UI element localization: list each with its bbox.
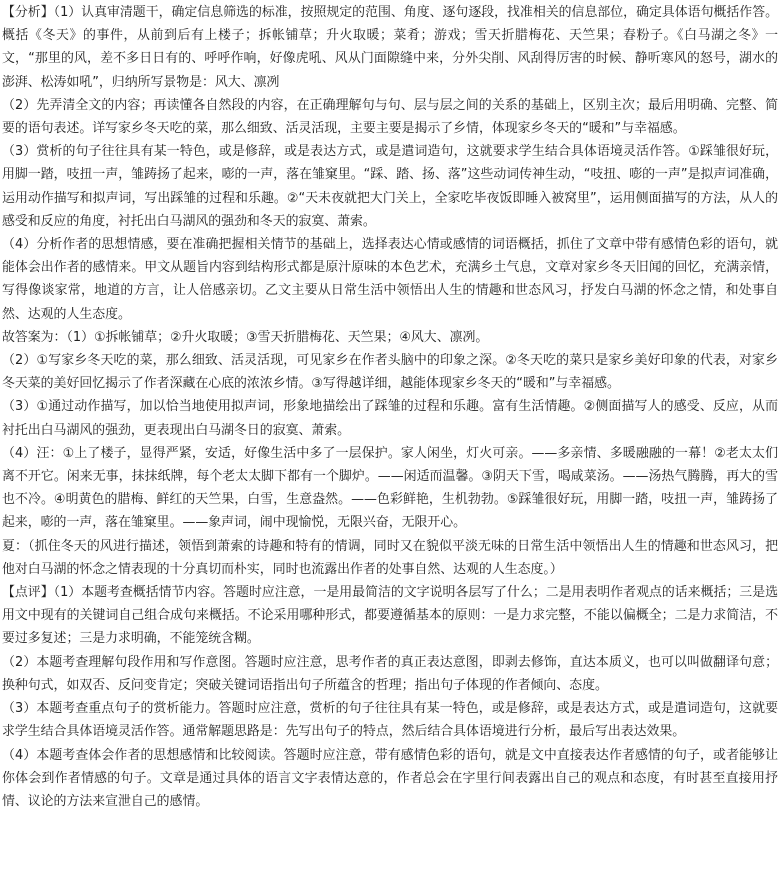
analysis-part-3: （3）赏析的句子往往具有某一特色，或是修辞，或是表达方式，或是遣词造句，这就要求学生结合具体语境灵活作答。①踩雏很好玩，用脚一踏，吱扭一声，雏踌扬了起来，嘭的一声，落在雏窠里。“踩、踏、扬、落”这些动词传神生动，“吱扭、嘭的一声”是拟声词准确，运用动作描写和拟声词，写出踩雏的过程和乐趣。②“天未夜就把大门关上，全家吃毕夜饭即睡入被窝里”，运用侧面描写的方法，从人的感受和反应的角度，衬托出白马湖风的强劲和冬天的寂寞、萧索。 <box>2 144 778 229</box>
comment-part-2: （2）本题考查理解句段作用和写作意图。答题时应注意，思考作者的真正表达意图，即剥去修饰，直达本质义，也可以叫做翻译句意；换种句式，如双否、反问变肯定；突破关键词语指出句子所蕴含的哲理；指出句子体现的作者倾向、态度。 <box>2 654 778 693</box>
answer-part-4-wang: （4）汪：①上了楼子，显得严紧，安适，好像生活中多了一层保护。家人闲坐，灯火可亲。——多亲情、多暖融融的一幕！②老太太们离不开它。闲来无事，抹抹纸牌，每个老太太脚下都有一个脚炉。——闲适而温馨。③阴天下雪，喝咸菜汤。——汤热气腾腾，再大的雪也不冷。④明黄色的腊梅、鲜红的天竺果，白雪，生意盎然。——色彩鲜艳，生机勃勃。⑤踩雏很好玩，用脚一踏，吱扭一声，雏踌扬了起来，嘭的一声，落在雏窠里。——象声词，闹中现愉悦，无限兴奋，无限开心。 <box>2 445 778 531</box>
answer-part-2: （2）①写家乡冬天吃的菜，那么细致、活灵活现，可见家乡在作者头脑中的印象之深。②冬天吃的菜只是家乡美好印象的代表，对家乡冬天菜的美好回忆揭示了作者深藏在心底的浓浓乡情。③写得越详细，越能体现家乡冬天的“暖和”与幸福感。 <box>2 353 778 392</box>
answer-part-3: （3）①通过动作描写，加以恰当地使用拟声词，形象地描绘出了踩雏的过程和乐趣。富有生活情趣。②侧面描写人的感受、反应，从而衬托出白马湖风的强劲，更表现出白马湖冬日的寂寞、萧索。 <box>2 399 778 438</box>
answer-part-4-xia: 夏：（抓住冬天的风进行描述，领悟到萧索的诗趣和特有的情调，同时又在貌似平淡无味的日常生活中领悟出人生的情趣和世态风习，把他对白马湖的怀念之情表现的十分真切而朴实，同时也流露出作者的处事自然、达观的人生态度。） <box>2 538 778 577</box>
comment-part-3: （3）本题考查重点句子的赏析能力。答题时应注意，赏析的句子往往具有某一特色，或是修辞，或是表达方式，或是遣词造句，这就要求学生结合具体语境灵活作答。通常解题思路是：先写出句子的特点，然后结合具体语境进行分析，最后写出表达效果。 <box>2 701 778 740</box>
answer-part-1: 故答案为：（1）①拆帐铺草；②升火取暖；③雪天折腊梅花、天竺果；④风大、凛冽。 <box>2 329 489 345</box>
analysis-part-2: （2）先弄清全文的内容；再读懂各自然段的内容，在正确理解句与句、层与层之间的关系的基础上，区别主次；最后用明确、完整、简要的语句表述。详写家乡冬天吃的菜，那么细致、活灵活现，主要主要是揭示了乡情，体现家乡冬天的“暖和”与幸福感。 <box>2 97 778 137</box>
analysis-part-4: （4）分析作者的思想情感，要在准确把握相关情节的基础上，选择表达心情或感情的词语概括，抓住了文章中带有感情色彩的语句，就能体会出作者的感情来。甲文从题旨内容到结构形式都是原汁原味的本色艺术，充满乡土气息，文章对家乡冬天旧闻的回忆，充满亲情，写得像谈家常，地道的方言，让人倍感亲切。乙文主要从日常生活中领悟出人生的情趣和世态风习，抒发白马湖的怀念之情，和处事自然、达观的人生态度。 <box>2 237 778 322</box>
analysis-part-1: 【分析】（1）认真审清题干，确定信息筛选的标准，按照规定的范围、角度、逐句逐段，找准相关的信息部位，确定具体语句概括作答。概括《冬天》的事件，从前到后有上楼子；拆帐铺草；升火取暖；菜肴；游戏；雪天折腊梅花、天竺果；春粉子。《白马湖之冬》一文，“那里的风，差不多日日有的、呼呼作响，好像虎吼、风从门面隙缝中来，分外尖削、风刮得厉害的时候、静听寒风的怒号，湖水的澎湃、松涛如吼”，归纳所写景物是：风大、凛冽 <box>2 5 778 90</box>
comment-part-1: 【点评】（1）本题考查概括情节内容。答题时应注意，一是用最简洁的文字说明各层写了什么；二是用表明作者观点的话来概括；三是选用文中现有的关键词自己组合成句来概括。不论采用哪种形式，都要遵循基本的原则：一是力求完整，不能以偏概全；二是力求简洁，不要过多复述；三是力求明确，不能笼统含糊。 <box>2 585 778 647</box>
comment-part-4: （4）本题考查体会作者的思想感情和比较阅读。答题时应注意，带有感情色彩的语句，就是文中直接表达作者感情的句子，或者能够让你体会到作者情感的句子。文章是通过具体的语言文字表情达意的，作者总会在字里行间表露出自己的观点和态度，有时甚至直接用抒情、议论的方法来宣泄自己的感情。 <box>2 747 778 809</box>
